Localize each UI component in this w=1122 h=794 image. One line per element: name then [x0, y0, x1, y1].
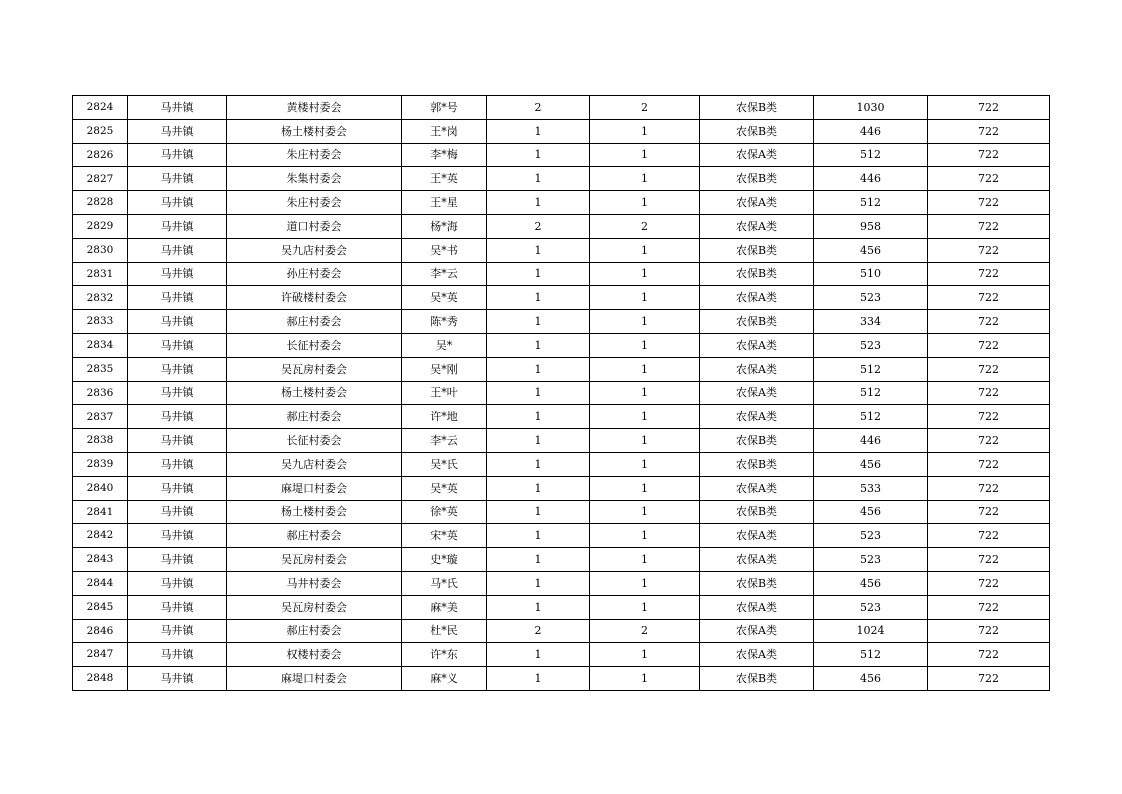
amount-cell: 446 [814, 167, 928, 191]
name-cell: 吴*英 [402, 476, 487, 500]
household-count-cell: 2 [487, 214, 590, 238]
insurance-type-cell: 农保A类 [700, 548, 814, 572]
village-committee-cell: 吴九店村委会 [227, 238, 402, 262]
insurance-type-cell: 农保A类 [700, 476, 814, 500]
person-count-cell: 2 [590, 214, 700, 238]
person-count-cell: 1 [590, 452, 700, 476]
town-cell: 马井镇 [128, 500, 227, 524]
household-count-cell: 1 [487, 167, 590, 191]
serial-number-cell: 2844 [73, 571, 128, 595]
village-committee-cell: 郝庄村委会 [227, 310, 402, 334]
amount-cell: 456 [814, 667, 928, 691]
household-count-cell: 1 [487, 429, 590, 453]
name-cell: 许*地 [402, 405, 487, 429]
table-row [73, 548, 1050, 572]
person-count-cell: 1 [590, 643, 700, 667]
amount-cell: 523 [814, 333, 928, 357]
household-count-cell: 1 [487, 381, 590, 405]
name-cell: 陈*秀 [402, 310, 487, 334]
person-count-cell: 1 [590, 238, 700, 262]
village-committee-cell: 长征村委会 [227, 333, 402, 357]
name-cell: 王*叶 [402, 381, 487, 405]
person-count-cell: 1 [590, 381, 700, 405]
town-cell: 马井镇 [128, 119, 227, 143]
household-count-cell: 2 [487, 619, 590, 643]
name-cell: 王*英 [402, 167, 487, 191]
village-committee-cell: 杨土楼村委会 [227, 119, 402, 143]
town-cell: 马井镇 [128, 429, 227, 453]
standard-cell: 722 [928, 667, 1050, 691]
serial-number-cell: 2833 [73, 310, 128, 334]
standard-cell: 722 [928, 429, 1050, 453]
table-row [73, 96, 1050, 120]
amount-cell: 456 [814, 452, 928, 476]
household-count-cell: 1 [487, 191, 590, 215]
insurance-type-cell: 农保B类 [700, 452, 814, 476]
table-row [73, 667, 1050, 691]
town-cell: 马井镇 [128, 310, 227, 334]
person-count-cell: 2 [590, 96, 700, 120]
village-committee-cell: 许破楼村委会 [227, 286, 402, 310]
household-count-cell: 1 [487, 143, 590, 167]
village-committee-cell: 权楼村委会 [227, 643, 402, 667]
standard-cell: 722 [928, 238, 1050, 262]
insurance-type-cell: 农保B类 [700, 119, 814, 143]
name-cell: 李*云 [402, 429, 487, 453]
standard-cell: 722 [928, 524, 1050, 548]
town-cell: 马井镇 [128, 96, 227, 120]
amount-cell: 523 [814, 524, 928, 548]
table-body [73, 96, 1050, 691]
standard-cell: 722 [928, 286, 1050, 310]
amount-cell: 512 [814, 357, 928, 381]
village-committee-cell: 朱庄村委会 [227, 191, 402, 215]
amount-cell: 1024 [814, 619, 928, 643]
person-count-cell: 1 [590, 595, 700, 619]
person-count-cell: 1 [590, 119, 700, 143]
village-committee-cell: 朱集村委会 [227, 167, 402, 191]
town-cell: 马井镇 [128, 452, 227, 476]
standard-cell: 722 [928, 333, 1050, 357]
serial-number-cell: 2840 [73, 476, 128, 500]
table-row [73, 500, 1050, 524]
person-count-cell: 1 [590, 167, 700, 191]
person-count-cell: 1 [590, 262, 700, 286]
town-cell: 马井镇 [128, 357, 227, 381]
amount-cell: 446 [814, 119, 928, 143]
table-row [73, 452, 1050, 476]
town-cell: 马井镇 [128, 214, 227, 238]
name-cell: 王*岗 [402, 119, 487, 143]
household-count-cell: 1 [487, 286, 590, 310]
person-count-cell: 1 [590, 429, 700, 453]
household-count-cell: 1 [487, 333, 590, 357]
serial-number-cell: 2825 [73, 119, 128, 143]
household-count-cell: 1 [487, 571, 590, 595]
serial-number-cell: 2836 [73, 381, 128, 405]
household-count-cell: 1 [487, 476, 590, 500]
village-committee-cell: 杨土楼村委会 [227, 500, 402, 524]
standard-cell: 722 [928, 357, 1050, 381]
town-cell: 马井镇 [128, 191, 227, 215]
village-committee-cell: 黄楼村委会 [227, 96, 402, 120]
person-count-cell: 1 [590, 405, 700, 429]
insurance-type-cell: 农保A类 [700, 286, 814, 310]
amount-cell: 512 [814, 405, 928, 429]
insurance-type-cell: 农保B类 [700, 96, 814, 120]
standard-cell: 722 [928, 143, 1050, 167]
serial-number-cell: 2842 [73, 524, 128, 548]
serial-number-cell: 2828 [73, 191, 128, 215]
table-row [73, 524, 1050, 548]
household-count-cell: 1 [487, 643, 590, 667]
standard-cell: 722 [928, 476, 1050, 500]
village-committee-cell: 吴九店村委会 [227, 452, 402, 476]
insurance-type-cell: 农保B类 [700, 500, 814, 524]
name-cell: 吴*氏 [402, 452, 487, 476]
household-count-cell: 1 [487, 357, 590, 381]
person-count-cell: 1 [590, 500, 700, 524]
person-count-cell: 1 [590, 524, 700, 548]
amount-cell: 958 [814, 214, 928, 238]
serial-number-cell: 2830 [73, 238, 128, 262]
town-cell: 马井镇 [128, 524, 227, 548]
name-cell: 麻*美 [402, 595, 487, 619]
insurance-type-cell: 农保A类 [700, 524, 814, 548]
village-committee-cell: 孙庄村委会 [227, 262, 402, 286]
insurance-type-cell: 农保B类 [700, 571, 814, 595]
table-row [73, 357, 1050, 381]
name-cell: 王*星 [402, 191, 487, 215]
village-committee-cell: 长征村委会 [227, 429, 402, 453]
insurance-type-cell: 农保A类 [700, 643, 814, 667]
person-count-cell: 2 [590, 619, 700, 643]
name-cell: 宋*英 [402, 524, 487, 548]
standard-cell: 722 [928, 262, 1050, 286]
person-count-cell: 1 [590, 667, 700, 691]
amount-cell: 456 [814, 238, 928, 262]
serial-number-cell: 2829 [73, 214, 128, 238]
person-count-cell: 1 [590, 143, 700, 167]
serial-number-cell: 2838 [73, 429, 128, 453]
serial-number-cell: 2831 [73, 262, 128, 286]
village-committee-cell: 马井村委会 [227, 571, 402, 595]
table-row [73, 191, 1050, 215]
household-count-cell: 1 [487, 548, 590, 572]
household-count-cell: 1 [487, 667, 590, 691]
insurance-type-cell: 农保A类 [700, 143, 814, 167]
town-cell: 马井镇 [128, 333, 227, 357]
table-row [73, 476, 1050, 500]
town-cell: 马井镇 [128, 571, 227, 595]
serial-number-cell: 2827 [73, 167, 128, 191]
insurance-type-cell: 农保A类 [700, 381, 814, 405]
town-cell: 马井镇 [128, 548, 227, 572]
serial-number-cell: 2826 [73, 143, 128, 167]
person-count-cell: 1 [590, 310, 700, 334]
amount-cell: 1030 [814, 96, 928, 120]
table-row [73, 119, 1050, 143]
town-cell: 马井镇 [128, 667, 227, 691]
name-cell: 马*氏 [402, 571, 487, 595]
amount-cell: 334 [814, 310, 928, 334]
document-page [72, 95, 1050, 691]
table-row [73, 310, 1050, 334]
village-committee-cell: 朱庄村委会 [227, 143, 402, 167]
serial-number-cell: 2845 [73, 595, 128, 619]
standard-cell: 722 [928, 214, 1050, 238]
insurance-type-cell: 农保B类 [700, 667, 814, 691]
amount-cell: 512 [814, 143, 928, 167]
village-committee-cell: 吴瓦房村委会 [227, 357, 402, 381]
amount-cell: 512 [814, 643, 928, 667]
town-cell: 马井镇 [128, 143, 227, 167]
standard-cell: 722 [928, 643, 1050, 667]
name-cell: 李*梅 [402, 143, 487, 167]
town-cell: 马井镇 [128, 238, 227, 262]
standard-cell: 722 [928, 571, 1050, 595]
standard-cell: 722 [928, 452, 1050, 476]
serial-number-cell: 2846 [73, 619, 128, 643]
name-cell: 麻*义 [402, 667, 487, 691]
data-table [72, 95, 1050, 691]
serial-number-cell: 2841 [73, 500, 128, 524]
standard-cell: 722 [928, 595, 1050, 619]
standard-cell: 722 [928, 167, 1050, 191]
serial-number-cell: 2824 [73, 96, 128, 120]
serial-number-cell: 2832 [73, 286, 128, 310]
insurance-type-cell: 农保A类 [700, 191, 814, 215]
person-count-cell: 1 [590, 286, 700, 310]
village-committee-cell: 道口村委会 [227, 214, 402, 238]
town-cell: 马井镇 [128, 643, 227, 667]
insurance-type-cell: 农保B类 [700, 167, 814, 191]
serial-number-cell: 2847 [73, 643, 128, 667]
name-cell: 许*东 [402, 643, 487, 667]
town-cell: 马井镇 [128, 167, 227, 191]
household-count-cell: 1 [487, 452, 590, 476]
table-row [73, 619, 1050, 643]
standard-cell: 722 [928, 548, 1050, 572]
amount-cell: 512 [814, 381, 928, 405]
amount-cell: 523 [814, 595, 928, 619]
household-count-cell: 1 [487, 524, 590, 548]
village-committee-cell: 郝庄村委会 [227, 524, 402, 548]
standard-cell: 722 [928, 310, 1050, 334]
household-count-cell: 1 [487, 238, 590, 262]
village-committee-cell: 麻堤口村委会 [227, 476, 402, 500]
household-count-cell: 1 [487, 595, 590, 619]
table-row [73, 429, 1050, 453]
table-row [73, 262, 1050, 286]
standard-cell: 722 [928, 191, 1050, 215]
name-cell: 李*云 [402, 262, 487, 286]
serial-number-cell: 2837 [73, 405, 128, 429]
insurance-type-cell: 农保A类 [700, 357, 814, 381]
person-count-cell: 1 [590, 571, 700, 595]
household-count-cell: 1 [487, 500, 590, 524]
insurance-type-cell: 农保A类 [700, 214, 814, 238]
name-cell: 徐*英 [402, 500, 487, 524]
table-row [73, 405, 1050, 429]
household-count-cell: 1 [487, 405, 590, 429]
standard-cell: 722 [928, 381, 1050, 405]
insurance-type-cell: 农保B类 [700, 429, 814, 453]
amount-cell: 456 [814, 500, 928, 524]
insurance-type-cell: 农保A类 [700, 405, 814, 429]
insurance-type-cell: 农保A类 [700, 333, 814, 357]
standard-cell: 722 [928, 500, 1050, 524]
town-cell: 马井镇 [128, 286, 227, 310]
table-row [73, 643, 1050, 667]
town-cell: 马井镇 [128, 619, 227, 643]
standard-cell: 722 [928, 96, 1050, 120]
person-count-cell: 1 [590, 357, 700, 381]
amount-cell: 456 [814, 571, 928, 595]
amount-cell: 512 [814, 191, 928, 215]
standard-cell: 722 [928, 405, 1050, 429]
table-row [73, 595, 1050, 619]
village-committee-cell: 吴瓦房村委会 [227, 548, 402, 572]
village-committee-cell: 吴瓦房村委会 [227, 595, 402, 619]
serial-number-cell: 2839 [73, 452, 128, 476]
town-cell: 马井镇 [128, 381, 227, 405]
person-count-cell: 1 [590, 476, 700, 500]
table-row [73, 286, 1050, 310]
standard-cell: 722 [928, 119, 1050, 143]
name-cell: 吴*书 [402, 238, 487, 262]
name-cell: 郭*号 [402, 96, 487, 120]
amount-cell: 533 [814, 476, 928, 500]
insurance-type-cell: 农保B类 [700, 238, 814, 262]
village-committee-cell: 郝庄村委会 [227, 405, 402, 429]
village-committee-cell: 麻堤口村委会 [227, 667, 402, 691]
name-cell: 吴* [402, 333, 487, 357]
table-row [73, 238, 1050, 262]
serial-number-cell: 2834 [73, 333, 128, 357]
name-cell: 吴*英 [402, 286, 487, 310]
household-count-cell: 1 [487, 119, 590, 143]
table-row [73, 381, 1050, 405]
town-cell: 马井镇 [128, 595, 227, 619]
serial-number-cell: 2843 [73, 548, 128, 572]
person-count-cell: 1 [590, 548, 700, 572]
amount-cell: 510 [814, 262, 928, 286]
standard-cell: 722 [928, 619, 1050, 643]
serial-number-cell: 2848 [73, 667, 128, 691]
table-row [73, 571, 1050, 595]
name-cell: 史*璇 [402, 548, 487, 572]
amount-cell: 523 [814, 286, 928, 310]
town-cell: 马井镇 [128, 405, 227, 429]
household-count-cell: 1 [487, 310, 590, 334]
insurance-type-cell: 农保B类 [700, 262, 814, 286]
table-row [73, 333, 1050, 357]
insurance-type-cell: 农保A类 [700, 595, 814, 619]
village-committee-cell: 郝庄村委会 [227, 619, 402, 643]
serial-number-cell: 2835 [73, 357, 128, 381]
household-count-cell: 1 [487, 262, 590, 286]
name-cell: 杨*海 [402, 214, 487, 238]
person-count-cell: 1 [590, 191, 700, 215]
table-row [73, 143, 1050, 167]
amount-cell: 446 [814, 429, 928, 453]
household-count-cell: 2 [487, 96, 590, 120]
table-row [73, 214, 1050, 238]
insurance-type-cell: 农保A类 [700, 619, 814, 643]
table-row [73, 167, 1050, 191]
insurance-type-cell: 农保B类 [700, 310, 814, 334]
village-committee-cell: 杨土楼村委会 [227, 381, 402, 405]
town-cell: 马井镇 [128, 262, 227, 286]
town-cell: 马井镇 [128, 476, 227, 500]
name-cell: 杜*民 [402, 619, 487, 643]
amount-cell: 523 [814, 548, 928, 572]
person-count-cell: 1 [590, 333, 700, 357]
name-cell: 吴*刚 [402, 357, 487, 381]
